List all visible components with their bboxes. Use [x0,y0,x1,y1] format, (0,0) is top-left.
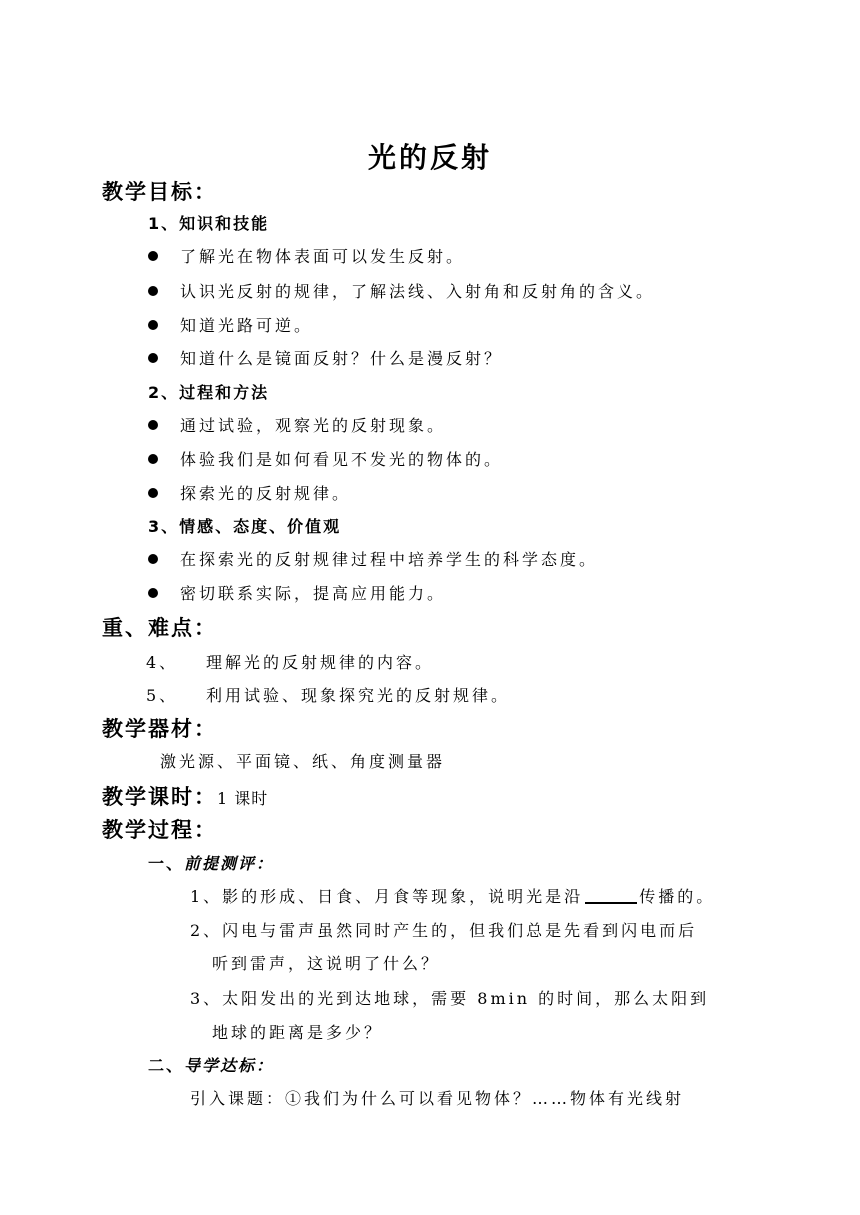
key-points-heading: 重、难点： [102,616,217,640]
bullet-icon [148,588,158,598]
bullet-icon [148,320,158,330]
process-subheading: 2、过程和方法 [148,383,270,402]
question-3-line: 地球的距离是多少？ [212,1023,384,1042]
question-1: 1、影的形成、日食、月食等现象，说明光是沿 传播的。 [190,887,716,906]
bullet-icon [148,554,158,564]
bullet-icon [148,488,158,498]
knowledge-item: 认识光反射的规律，了解法线、入射角和反射角的含义。 [148,279,655,302]
key-point-number: 4、 [146,653,179,672]
hours-heading: 教学课时： [102,785,217,809]
materials-text: 激光源、平面镜、纸、角度测量器 [160,752,446,771]
process-item: 探索光的反射规律。 [148,481,351,504]
part2-heading [148,1053,274,1076]
bullet-icon [148,286,158,296]
hours-value: 1 课时 [217,789,269,808]
process-heading: 教学过程： [102,818,217,842]
objectives-heading: 教学目标： [102,180,217,204]
attitude-subheading: 3、情感、态度、价值观 [148,517,342,536]
key-point-text: 利用试验、现象探究光的反射规律。 [206,686,511,705]
page-title: 光的反射 [367,141,492,174]
knowledge-item: 知道光路可逆。 [148,313,313,336]
part2-label: 导学达标： [184,1056,275,1075]
bullet-icon [148,251,158,261]
knowledge-subheading: 1、知识和技能 [148,214,270,233]
part1-label: 前提测评： [184,854,275,873]
bullet-icon [148,353,158,363]
attitude-item: 在探索光的反射规律过程中培养学生的科学态度。 [148,547,598,570]
answer-blank [585,888,637,904]
knowledge-item: 知道什么是镜面反射？什么是漫反射？ [148,346,503,369]
part2-number: 二、 [148,1056,185,1075]
materials-heading: 教学器材： [102,717,217,741]
process-item: 体验我们是如何看见不发光的物体的。 [148,447,503,470]
question-2-line: 听到雷声，这说明了什么？ [212,954,441,973]
process-item: 通过试验，观察光的反射现象。 [148,413,446,436]
hours-line [102,781,268,811]
key-point-number: 5、 [146,686,179,705]
key-point-text: 理解光的反射规律的内容。 [206,653,435,672]
part1-heading [148,851,274,874]
attitude-item: 密切联系实际，提高应用能力。 [148,581,446,604]
question-2-line: 2、闪电与雷声虽然同时产生的，但我们总是先看到闪电而后 [190,921,698,940]
knowledge-item: 了解光在物体表面可以发生反射。 [148,244,465,267]
part1-number: 一、 [148,854,185,873]
bullet-icon [148,420,158,430]
bullet-icon [148,454,158,464]
intro-line: 引入课题：①我们为什么可以看见物体？……物体有光线射 [190,1089,685,1108]
question-3-line: 3、太阳发出的光到达地球，需要 8min 的时间，那么太阳到 [190,989,710,1008]
